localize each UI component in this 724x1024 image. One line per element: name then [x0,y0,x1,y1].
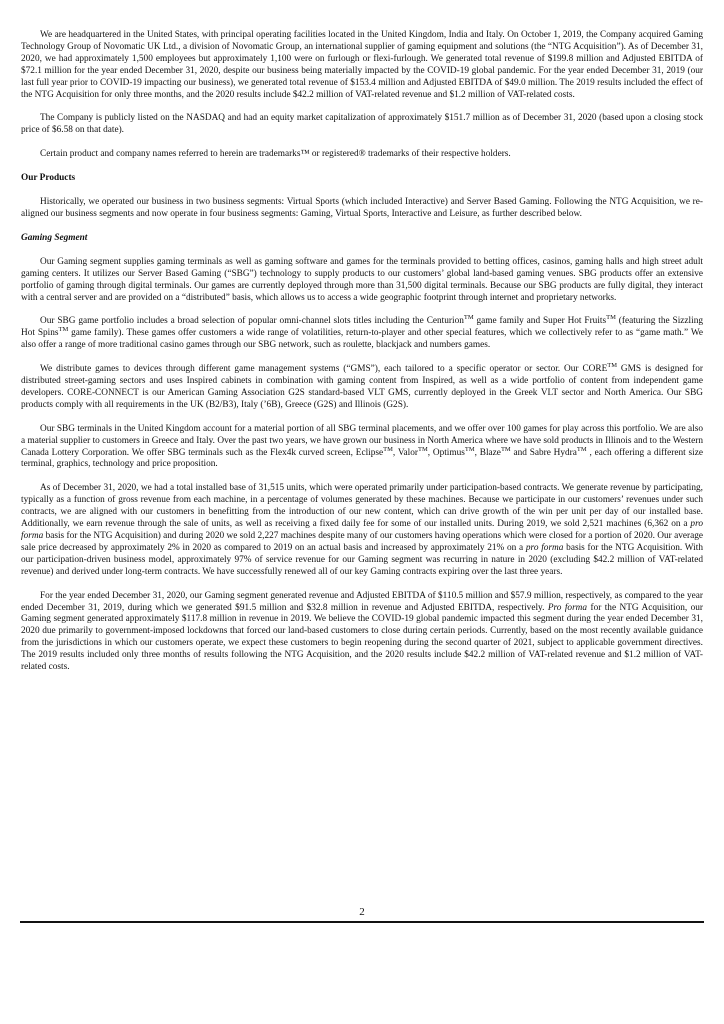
trademark-mark: TM [607,362,617,370]
text-span: basis for the NTG Acquisition) and during 2020 we sold 2,227 machines despite many of our customers having operations which were closed for a portion of 2020. Our average sale price decreased by approximately 2% in 2020 as compared to 2019 on an actual basis and increased by approximately 21% on a [21,531,703,553]
trademark-mark: TM [417,445,428,453]
italic-text: pro forma [525,542,564,553]
trademark-mark: TM [464,445,475,453]
trademark-mark: TM [606,314,616,322]
text-span: Our SBG terminals in the United Kingdom account for a material portion of all SBG terminal placements, and we offer over 100 games for play across this portfolio. We are also a material supplier to customers in Greece and Italy. Over the past two years, we have grown our business in North America where we have sold products in Illinois and to the Western Canada Lottery Corporation. We offer SBG terminals such as the Flex4k curved screen, Eclipse [21,423,703,458]
text-span: As of December 31, 2020, we had a total installed base of 31,515 units, which were operated primarily under participation-based contracts. We generate revenue by participating, typically as a function of gross revenue from each machine, in a percentage of volumes generated by these machines. Because we participate in our customers’ revenues under such contracts, we are aligned with our customers in benefitting from the introduction of our new content, which can drive growth of the win per unit per day of our installed base. Additionally, we earn revenue through the sale of units, as well as receiving a fixed daily fee for some of our installed units. During 2019, we sold 2,521 machines (6,362 on a [21,483,703,530]
text-span: Our SBG game portfolio includes a broad selection of popular omni-channel slots titles including the Centurion [40,316,464,327]
italic-text: pro forma [21,519,703,541]
paragraph-gms [21,364,703,412]
paragraph-nasdaq: The Company is publicly listed on the NASDAQ and had an equity market capitalization of approximately $151.7 million as of December 31, 2020 (based upon a closing stock price of $6.58 on that date). [21,113,703,136]
text-span: , Optimus [427,447,465,458]
trademark-mark: TM [500,445,511,453]
trademark-mark: TM [576,445,587,453]
paragraph-installed-base [21,483,703,578]
text-span: GMS is designed for distributed street-gaming sectors and uses Inspired cabinets in combination with gaming content from Inspired, as well as a wide portfolio of content from independent game developers. CORE-CONNECT is our American Gaming Association G2S standard-based VLT GMS, currently deployed in the Greek VLT sector and North America. Our SBG products comply with all requirements in the UK (B2/B3), Italy (’6B), Greece (G2S) and Illinois (G2S). [21,364,703,410]
paragraph-game-portfolio [21,316,703,352]
italic-text: Pro forma [547,602,588,613]
heading-gaming-segment: Gaming Segment [21,232,88,243]
page-number: 2 [359,906,365,918]
paragraph-sbg-terminals [21,424,703,472]
text-span: (featuring the Sizzling Hot Spins [21,316,703,339]
text-span: game family and Super Hot Fruits [473,316,607,327]
text-span: and Sabre Hydra [510,447,577,458]
paragraph-trademarks: Certain product and company names referred to herein are trademarks™ or registered® trademarks of their respective holders. [40,149,511,160]
text-span: game family). These games offer customers a wide range of volatilities, return-to-player and other special features, which we collectively refer to as “game math.” We also offer a range of more traditional casino games through our SBG network, such as roulette, blackjack and numbers games. [21,328,703,351]
document-body [21,30,703,686]
text-span: , each offering a different size terminal, graphics, technology and price proposition. [21,447,704,470]
paragraph-gaming-results [21,591,703,674]
text-span: For the year ended December 31, 2020, our Gaming segment generated revenue and Adjusted EBITDA of $110.5 million and $57.9 million, respectively, as compared to the year ended December 31, 2019, during which we generated $91.5 million and $32.8 million in revenue and Adjusted EBITDA, respectively. [21,590,703,613]
paragraph-gaming-overview: Our Gaming segment supplies gaming terminals as well as gaming software and games for the terminals provided to betting offices, casinos, gaming halls and high street adult gaming centers. It utilizes our Server Based Gaming (“SBG”) technology to supply products to our customers’ global land-based gaming venues. SBG products offer an extensive portfolio of gaming through digital terminals. Our games are currently deployed through more than 31,500 digital terminals. Because our SBG products are fully digital, they interact with a central server and are provided on a “distributed” basis, which allows us to access a wide geographic footprint through internet and proprietary networks. [21,256,703,303]
text-span: We distribute games to devices through different game management systems (“GMS”), each tailored to a specific operator or sector. Our CORE [40,364,608,375]
trademark-mark: TM [58,326,69,334]
text-span: for the NTG Acquisition, our Gaming segment generated approximately $117.8 million in revenue in 2019. We believe the COVID-19 global pandemic impacted this segment during the year ended December 31, 2020 due primarily to government-imposed lockdowns that forced our land-based customers to close during certain periods. Currently, based on the most recently available guidance from the jurisdictions in which our customers operate, we expect these customers to begin reopening during the second quarter of 2021, subject to applicable government directives. The 2019 results included only three months of results following the NTG Acquisition, and the 2020 results include $42.2 million of VAT-related revenue and $1.2 million of VAT-related costs. [21,602,704,673]
trademark-mark: TM [463,314,474,322]
heading-our-products: Our Products [21,173,76,184]
footer-rule [20,921,704,923]
trademark-mark: TM [383,445,393,453]
text-span: , Valor [392,447,418,458]
paragraph-segments: Historically, we operated our business in two business segments: Virtual Sports (which included Interactive) and Server Based Gaming. Following the NTG Acquisition, we re-aligned our business segments and now operate in four business segments: Gaming, Virtual Sports, Interactive and Leisure, as further described below. [21,197,703,219]
text-span: basis for the NTG Acquisition. With our participation-driven business model, approximately 97% of service revenue for our Gaming segment was recurring in nature in 2020 (excluding $42.2 million of VAT-related revenue) and derived under long-term contracts. We have successfully renewed all of our key Gaming contracts expiring over the last three years. [21,542,704,577]
text-span: , Blaze [474,447,501,458]
paragraph-headquarters: We are headquartered in the United States, with principal operating facilities located in the United Kingdom, India and Italy. On October 1, 2019, the Company acquired Gaming Technology Group of Novomatic UK Ltd., a division of Novomatic Group, an international supplier of gaming equipment and solutions (the “NTG Acquisition”). As of December 31, 2020, we had approximately 1,500 employees but approximately 1,100 were on furlough or flexi-furlough. We generated total revenue of $199.8 million and Adjusted EBITDA of $72.1 million for the year ended December 31, 2020, despite our business being materially impacted by the COVID-19 global pandemic. For the year ended December 31, 2019 (our last full year prior to COVID-19 impacting our business), we generated total revenue of $153.4 million and Adjusted EBITDA of $49.0 million. The 2019 results included the effect of the NTG Acquisition for only three months, and the 2020 results include $42.2 million of VAT-related revenue and $1.2 million of VAT-related costs. [21,30,703,100]
